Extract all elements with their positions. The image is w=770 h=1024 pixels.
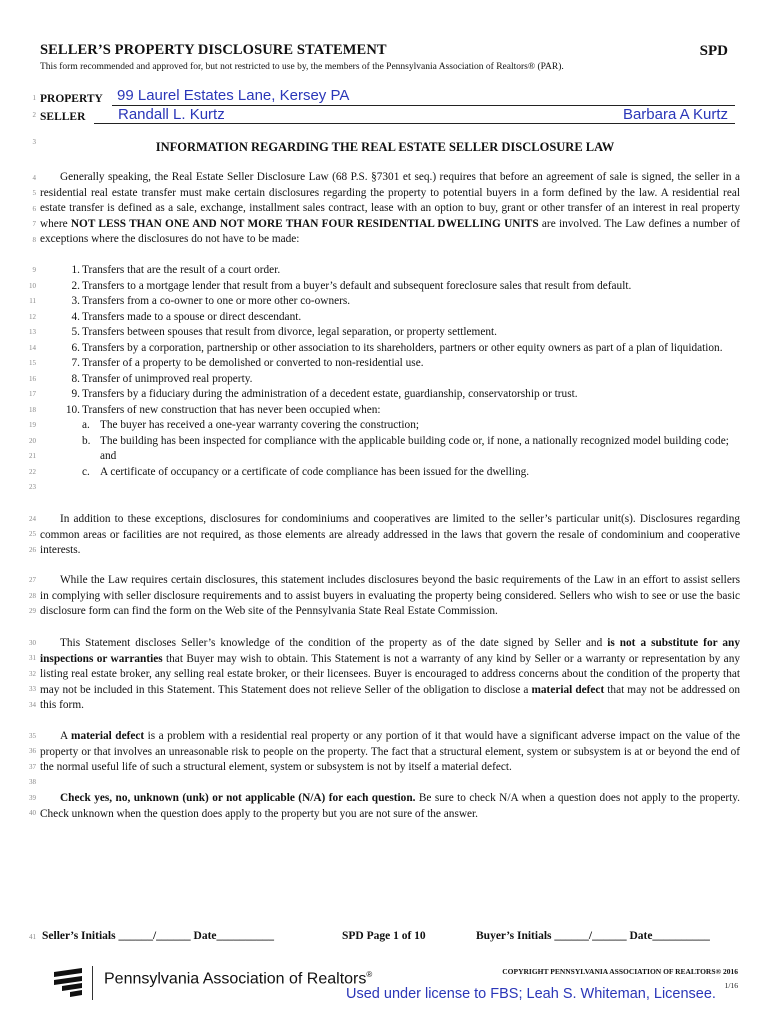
line-number: 4 bbox=[32, 174, 36, 182]
line-number: 6 bbox=[32, 205, 36, 213]
line-number: 34 bbox=[29, 701, 36, 709]
seller-field-2[interactable]: Barbara A Kurtz bbox=[622, 106, 728, 123]
seller-label: SELLER bbox=[40, 111, 86, 123]
property-label: PROPERTY bbox=[40, 93, 103, 105]
copyright-notice: COPYRIGHT PENNSYLVANIA ASSOCIATION OF REALTORS® 2016 bbox=[502, 967, 738, 976]
license-note: Used under license to FBS; Leah S. Whiteman, Licensee. bbox=[346, 986, 716, 1002]
line-number: 8 bbox=[32, 236, 36, 244]
material-defect-paragraph: A material defect is a problem with a residential real property or any portion of it that would have a significant adverse impact on the value of the property or that involves an unreasonable risk to people on the property. The fact that a structural element, system or subsystem is at or beyond the end of the normal useful life of such a structural element, system or subsystem is not by itself a material defect. bbox=[40, 730, 741, 773]
line-number: 31 bbox=[29, 654, 36, 662]
line-number: 30 bbox=[29, 639, 36, 647]
line-number: 38 bbox=[29, 778, 36, 786]
line-number: 10 bbox=[29, 282, 36, 290]
form-code: SPD bbox=[699, 43, 728, 59]
line-number: 2 bbox=[32, 111, 36, 119]
section-heading: INFORMATION REGARDING THE REAL ESTATE SELLER DISCLOSURE LAW bbox=[155, 140, 615, 154]
check-instructions-paragraph: Check yes, no, unknown (unk) or not applicable (N/A) for each question. Be sure to check N/A when a question does not apply to the property. Check unknown when the question does apply to the property but you are not sure of the answer. bbox=[40, 792, 740, 820]
logo-divider bbox=[92, 966, 93, 1000]
line-number: 11 bbox=[29, 297, 36, 305]
par-logo-icon bbox=[52, 966, 88, 1000]
list-item: 10. Transfers of new construction that has never been occupied when: bbox=[65, 403, 381, 416]
line-number: 7 bbox=[32, 220, 36, 228]
beyond-law-paragraph: While the Law requires certain disclosures, this statement includes disclosures beyond the basic requirements of the Law in an effort to assist sellers in complying with seller disclosure requirements and to assist buyers in evaluating the property being considered. Sellers who wish to see or use the basic disclosure form can find the form on the Web site of the Pennsylvania State Real Estate Commission. bbox=[40, 574, 740, 617]
list-item: 6. Transfers by a corporation, partnership or other association to its shareholders, partners or other equity owners as part of a plan of liquidation. bbox=[71, 341, 723, 354]
line-number: 33 bbox=[29, 685, 36, 693]
list-item: 8. Transfer of unimproved real property. bbox=[71, 372, 253, 385]
line-number: 39 bbox=[29, 794, 36, 802]
seller-initials-line[interactable]: Seller’s Initials ______/______ Date__________ bbox=[42, 930, 275, 942]
line-number: 13 bbox=[29, 328, 36, 336]
line-number: 14 bbox=[29, 344, 36, 352]
line-number: 24 bbox=[29, 515, 36, 523]
condo-paragraph: In addition to these exceptions, disclosures for condominiums and cooperatives are limited to the seller’s particular unit(s). Disclosures regarding common areas or facilities are not required, as those elements are already addressed in the laws that govern the resale of condominium and cooperative interests. bbox=[40, 513, 740, 556]
line-number: 27 bbox=[29, 576, 36, 584]
page-fraction: 1/16 bbox=[724, 981, 738, 990]
line-number: 21 bbox=[29, 452, 36, 460]
list-item: 5. Transfers between spouses that result from divorce, legal separation, or property settlement. bbox=[71, 326, 497, 338]
line-number: 5 bbox=[32, 189, 36, 197]
line-number: 1 bbox=[32, 94, 36, 102]
form-title: SELLER’S PROPERTY DISCLOSURE STATEMENT bbox=[40, 42, 387, 58]
seller-field-1[interactable]: Randall L. Kurtz bbox=[118, 106, 225, 123]
list-item: 4. Transfers made to a spouse or direct descendant. bbox=[71, 310, 302, 323]
list-item: 3. Transfers from a co-owner to one or more other co-owners. bbox=[71, 295, 351, 307]
form-subtitle: This form recommended and approved for, but not restricted to use by, the members of the Pennsylvania Association of Realtors® (PAR). bbox=[40, 62, 564, 72]
statement-paragraph: This Statement discloses Seller’s knowledge of the condition of the property as of the date signed by Seller and is not a substitute for any inspections or warranties that Buyer may wish to obtain. This Statement is not a warranty of any kind by Seller or a warranty or representation by any listing real estate broker, any selling real estate broker, or their licensees. Buyer is encouraged to address concerns about the condition of the property that may not be included in this Statement. This Statement does not relieve Seller of the obligation to disclose a material defect that may not be addressed on this form. bbox=[40, 637, 740, 711]
line-number: 19 bbox=[29, 421, 36, 429]
list-item: 9. Transfers by a fiduciary during the administration of a decedent estate, guardianship, conservatorship or trust. bbox=[71, 388, 578, 400]
line-number: 28 bbox=[29, 592, 36, 600]
page-label: SPD Page 1 of 10 bbox=[342, 930, 426, 942]
list-item: 1. Transfers that are the result of a court order. bbox=[71, 264, 281, 276]
line-number: 36 bbox=[29, 747, 36, 755]
list-item: 7. Transfer of a property to be demolished or converted to non-residential use. bbox=[71, 357, 424, 369]
sub-list-item: a. The buyer has received a one-year warranty covering the construction; bbox=[82, 419, 419, 431]
line-number: 37 bbox=[29, 763, 36, 771]
sub-list-item: c. A certificate of occupancy or a certificate of code compliance has been issued for the dwelling. bbox=[82, 465, 530, 478]
line-number: 25 bbox=[29, 530, 36, 538]
line-number: 16 bbox=[29, 375, 36, 383]
buyer-initials-line[interactable]: Buyer’s Initials ______/______ Date__________ bbox=[476, 930, 710, 942]
property-field[interactable]: 99 Laurel Estates Lane, Kersey PA bbox=[117, 87, 350, 104]
intro-paragraph: Generally speaking, the Real Estate Seller Disclosure Law (68 P.S. §7301 et seq.) requires that before an agreement of sale is signed, the seller in a residential real estate transfer must make certain disclosures regarding the property to potential buyers in a form defined by the law. A residential real estate transfer is defined as a sale, exchange, installment sales contract, lease with an option to buy, grant or other transfer of an interest in real property where NOT LESS THAN ONE AND NOT MORE THAN FOUR RESIDENTIAL DWELLING UNITS are involved. The Law defines a number of exceptions where the disclosures do not have to be made: bbox=[40, 171, 741, 245]
line-number: 9 bbox=[32, 266, 36, 274]
line-number: 29 bbox=[29, 607, 36, 615]
line-number: 18 bbox=[29, 406, 36, 414]
line-number: 20 bbox=[29, 437, 36, 445]
list-item: 2. Transfers to a mortgage lender that result from a buyer’s default and subsequent foreclosure sales that result from default. bbox=[71, 279, 632, 292]
line-number: 3 bbox=[32, 138, 36, 146]
line-number: 41 bbox=[29, 933, 36, 941]
line-number: 23 bbox=[29, 483, 36, 491]
line-number: 40 bbox=[29, 809, 36, 817]
org-name: Pennsylvania Association of Realtors® bbox=[104, 970, 373, 988]
exceptions-list bbox=[40, 263, 740, 480]
line-number: 32 bbox=[29, 670, 36, 678]
line-number: 12 bbox=[29, 313, 36, 321]
line-number: 26 bbox=[29, 546, 36, 554]
line-number: 17 bbox=[29, 390, 36, 398]
line-number: 15 bbox=[29, 359, 36, 367]
sub-list-item: b. The building has been inspected for compliance with the applicable building code or, if none, a nationally recognized model building code; and bbox=[82, 434, 729, 462]
seller-underline bbox=[94, 123, 735, 124]
line-number: 35 bbox=[29, 732, 36, 740]
line-number: 22 bbox=[29, 468, 36, 476]
